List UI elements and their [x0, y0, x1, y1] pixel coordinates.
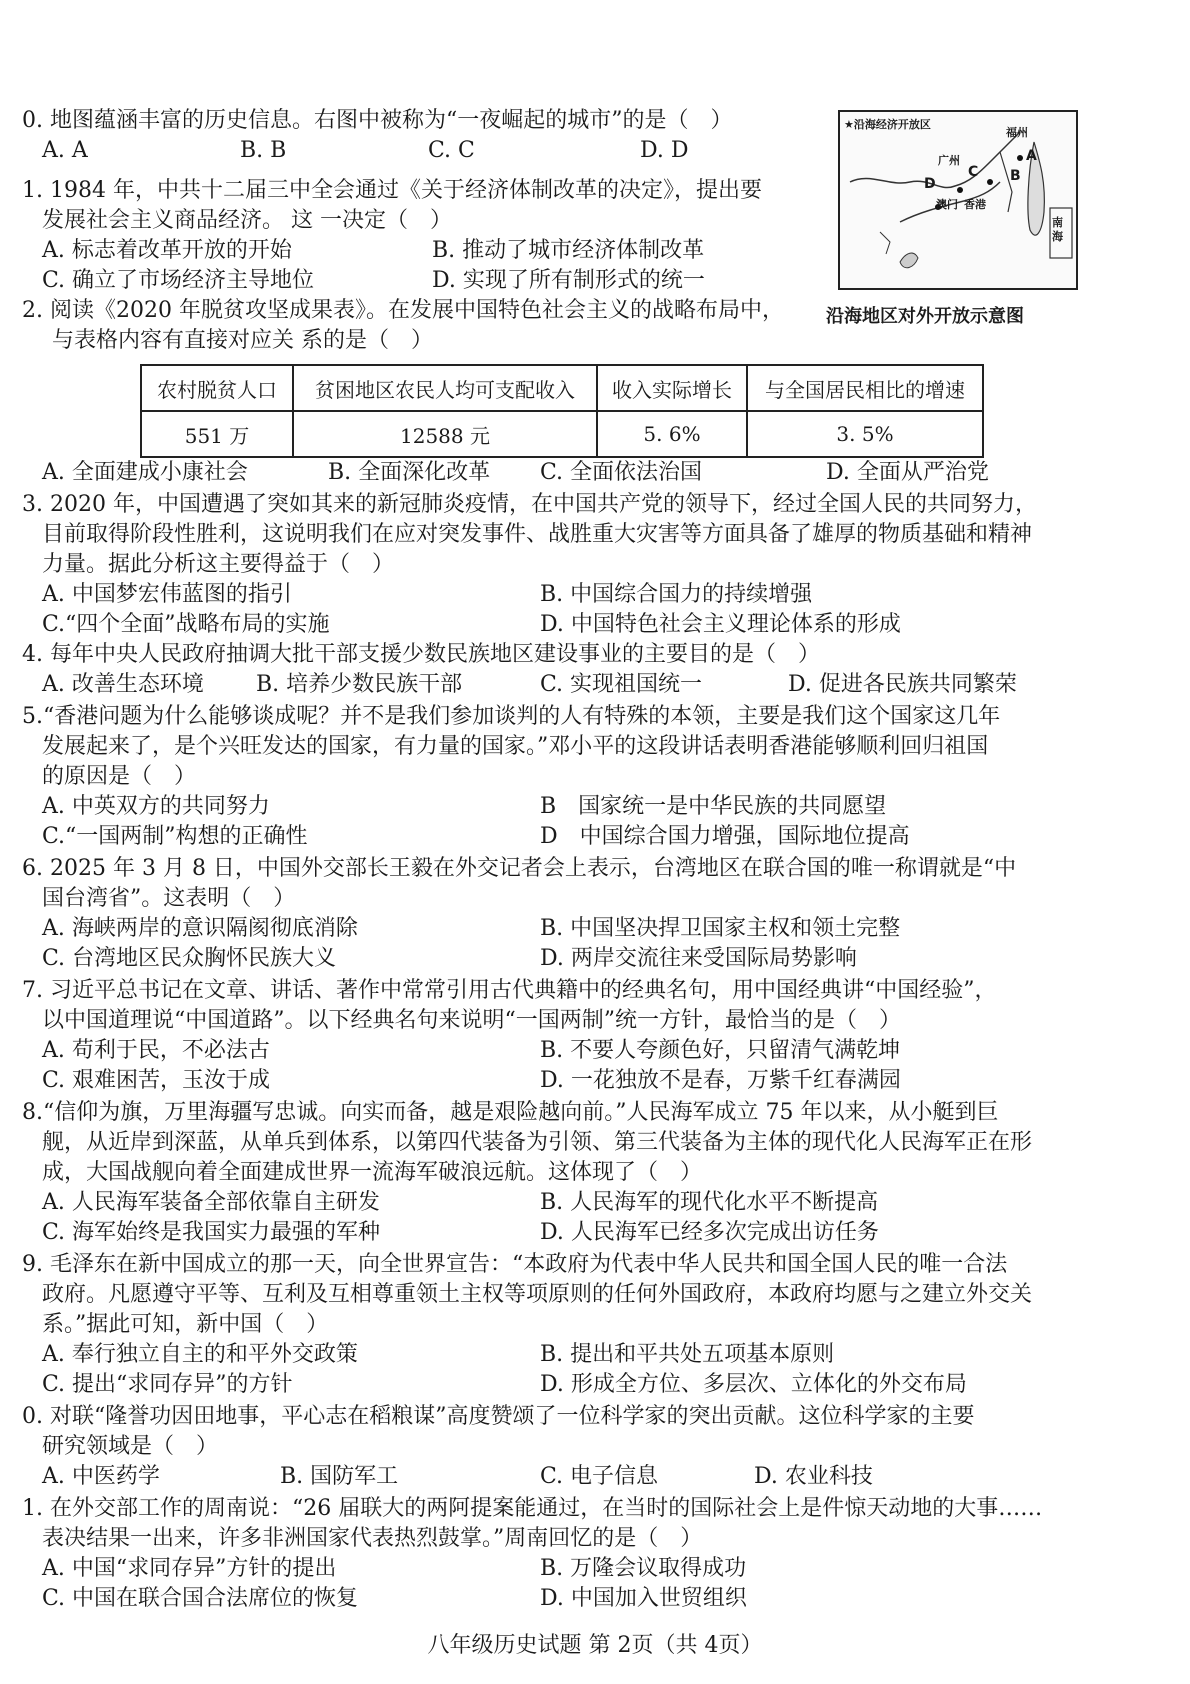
option-b: B. 不要人夸颜色好，只留清气满乾坤: [540, 1038, 901, 1063]
option-b: B. 培养少数民族干部: [256, 672, 463, 697]
table-row: [141, 411, 983, 457]
question-17-stem-line-2: 以中国道理说“中国道路”。以下经典名句来说明“一国两制”统一方针，最恰当的是（ ）: [42, 1008, 901, 1033]
option-c: C. 提出“求同存异”的方针: [42, 1372, 293, 1397]
table-header: 收入实际增长: [597, 365, 747, 411]
map-label-guangzhou: 广州: [938, 154, 960, 167]
map-label-c: C: [968, 164, 979, 180]
option-d: D. 促进各民族共同繁荣: [788, 672, 1017, 697]
table-cell: 12588 元: [293, 411, 597, 457]
option-d: D. 农业科技: [754, 1464, 873, 1489]
option-d: D. 一花独放不是春，万紫千红春满园: [540, 1068, 901, 1093]
question-12-stem-line-2: 与表格内容有直接对应关 系的是（ ）: [52, 328, 433, 353]
option-c: C. 台湾地区民众胸怀民族大义: [42, 946, 337, 971]
option-a: A. A: [42, 138, 88, 163]
map-title: ★沿海经济开放区: [844, 118, 931, 131]
question-11-stem-line-2: 发展社会主义商品经济。 这 一决定（ ）: [42, 208, 452, 233]
coastal-map-figure: [838, 110, 1078, 290]
option-a: A. 中国梦宏伟蓝图的指引: [42, 582, 292, 607]
map-label-south-sea: 南海: [1052, 216, 1063, 243]
question-17-stem-line-1: 7. 习近平总书记在文章、讲话、著作中常常引用古代典籍中的经典名句，用中国经典讲“中国经验”，: [22, 978, 997, 1003]
option-a: A. 中医药学: [42, 1464, 160, 1489]
question-21-stem-line-2: 表决结果一出来，许多非洲国家代表热烈鼓掌。”周南回忆的是（ ）: [42, 1526, 703, 1551]
option-c: C. 海军始终是我国实力最强的军种: [42, 1220, 381, 1245]
question-15-stem-line-1: 5.“香港问题为什么能够谈成呢？并不是我们参加谈判的人有特殊的本领，主要是我们这个国家这几年: [22, 704, 1001, 729]
option-b: B. 万隆会议取得成功: [540, 1556, 747, 1581]
map-label-fuzhou: 福州: [1006, 126, 1028, 139]
option-a: A. 海峡两岸的意识隔阂彻底消除: [42, 916, 358, 941]
option-b: B. 中国坚决捍卫国家主权和领土完整: [540, 916, 901, 941]
page-footer: 八年级历史试题 第 2页（共 4页）: [427, 1633, 763, 1658]
option-d: D. 形成全方位、多层次、立体化的外交布局: [540, 1372, 967, 1397]
table-header-row: [141, 365, 983, 411]
question-18-stem-line-1: 8.“信仰为旗，万里海疆写忠诚。向实而备，越是艰险越向前。”人民海军成立 75 年以来，从小艇到巨: [22, 1100, 999, 1125]
option-b: B. 国防军工: [280, 1464, 399, 1489]
option-c: C. 中国在联合国合法席位的恢复: [42, 1586, 359, 1611]
option-d: D. 人民海军已经多次完成出访任务: [540, 1220, 879, 1245]
option-a: A. 中国“求同存异”方针的提出: [42, 1556, 337, 1581]
question-12-stem-line-1: 2. 阅读《2020 年脱贫攻坚成果表》。在发展中国特色社会主义的战略布局中，: [22, 298, 784, 323]
option-b: B. 推动了城市经济体制改革: [432, 238, 705, 263]
option-c: C. 全面依法治国: [540, 460, 703, 485]
option-d: D 中国综合国力增强，国际地位提高: [540, 824, 910, 849]
option-d: D. D: [640, 138, 689, 163]
table-header: 与全国居民相比的增速: [747, 365, 983, 411]
question-19-stem-line-2: 政府。凡愿遵守平等、互利及互相尊重领土主权等项原则的任何外国政府，本政府均愿与之建立外交关: [42, 1282, 1033, 1307]
table-cell: 5. 6%: [597, 411, 747, 457]
option-b: B 国家统一是中华民族的共同愿望: [540, 794, 887, 819]
option-c: C. 电子信息: [540, 1464, 659, 1489]
option-d: D. 全面从严治党: [826, 460, 989, 485]
option-a: A. 标志着改革开放的开始: [42, 238, 292, 263]
question-15-stem-line-2: 发展起来了，是个兴旺发达的国家，有力量的国家。”邓小平的这段讲话表明香港能够顺利回归祖国: [42, 734, 989, 759]
poverty-results-table: [140, 364, 984, 458]
question-18-stem-line-3: 成，大国战舰向着全面建成世界一流海军破浪远航。这体现了（ ）: [42, 1160, 703, 1185]
option-b: B. B: [240, 138, 287, 163]
option-d: D. 中国加入世贸组织: [540, 1586, 747, 1611]
table-header: 贫困地区农民人均可支配收入: [293, 365, 597, 411]
question-21-stem-line-1: 1. 在外交部工作的周南说：“26 届联大的两阿提案能通过，在当时的国际社会上是件惊天动地的大事……: [22, 1496, 1043, 1521]
map-label-macau: 澳门: [936, 198, 958, 211]
option-a: A. 中英双方的共同努力: [42, 794, 270, 819]
option-a: A. 苟利于民，不必法古: [42, 1038, 270, 1063]
question-14-stem: 4. 每年中央人民政府抽调大批干部支援少数民族地区建设事业的主要目的是（ ）: [22, 642, 820, 667]
question-18-stem-line-2: 舰，从近岸到深蓝，从单兵到体系，以第四代装备为引领、第三代装备为主体的现代化人民海军正在形: [42, 1130, 1033, 1155]
option-d: D. 实现了所有制形式的统一: [432, 268, 705, 293]
question-16-stem-line-2: 国台湾省”。这表明（ ）: [42, 886, 296, 911]
option-b: B. 提出和平共处五项基本原则: [540, 1342, 835, 1367]
question-20-stem-line-1: 0. 对联“隆誉功因田地事，平心志在稻粮谋”高度赞颂了一位科学家的突出贡献。这位科学家的主要: [22, 1404, 975, 1429]
map-label-d: D: [924, 176, 936, 192]
table-header: 农村脱贫人口: [141, 365, 293, 411]
question-10-stem: 0. 地图蕴涵丰富的历史信息。右图中被称为“一夜崛起的城市”的是（ ）: [22, 108, 733, 133]
option-c: C. 实现祖国统一: [540, 672, 703, 697]
option-b: B. 中国综合国力的持续增强: [540, 582, 813, 607]
option-c: C. C: [428, 138, 475, 163]
question-11-stem-line-1: 1. 1984 年，中共十二届三中全会通过《关于经济体制改革的决定》，提出要: [22, 178, 762, 203]
map-label-b: B: [1010, 168, 1021, 184]
map-caption: 沿海地区对外开放示意图: [826, 306, 1024, 327]
table-cell: 3. 5%: [747, 411, 983, 457]
map-label-a: A: [1026, 148, 1037, 164]
option-a: A. 奉行独立自主的和平外交政策: [42, 1342, 358, 1367]
option-c: C.“四个全面”战略布局的实施: [42, 612, 330, 637]
option-d: D. 两岸交流往来受国际局势影响: [540, 946, 857, 971]
question-20-stem-line-2: 研究领域是（ ）: [42, 1434, 219, 1459]
question-13-stem-line-2: 目前取得阶段性胜利，这说明我们在应对突发事件、战胜重大灾害等方面具备了雄厚的物质基础和精神: [42, 522, 1033, 547]
table-cell: 551 万: [141, 411, 293, 457]
map-drawing: [840, 112, 1076, 288]
option-c: C.“一国两制”构想的正确性: [42, 824, 308, 849]
option-c: C. 艰难困苦，玉汝于成: [42, 1068, 271, 1093]
question-13-stem-line-1: 3. 2020 年，中国遭遇了突如其来的新冠肺炎疫情，在中国共产党的领导下，经过全国人民的共同努力，: [22, 492, 1037, 517]
question-16-stem-line-1: 6. 2025 年 3 月 8 日，中国外交部长王毅在外交记者会上表示，台湾地区在联合国的唯一称谓就是“中: [22, 856, 1017, 881]
question-19-stem-line-3: 系。”据此可知，新中国（ ）: [42, 1312, 329, 1337]
option-a: A. 改善生态环境: [42, 672, 204, 697]
option-d: D. 中国特色社会主义理论体系的形成: [540, 612, 901, 637]
option-b: B. 全面深化改革: [328, 460, 491, 485]
question-19-stem-line-1: 9. 毛泽东在新中国成立的那一天，向全世界宣告：“本政府为代表中华人民共和国全国人民的唯一合法: [22, 1252, 1008, 1277]
option-a: A. 全面建成小康社会: [42, 460, 248, 485]
option-a: A. 人民海军装备全部依靠自主研发: [42, 1190, 380, 1215]
map-label-hongkong: 香港: [964, 198, 986, 211]
option-b: B. 人民海军的现代化水平不断提高: [540, 1190, 879, 1215]
option-c: C. 确立了市场经济主导地位: [42, 268, 315, 293]
question-15-stem-line-3: 的原因是（ ）: [42, 764, 197, 789]
question-13-stem-line-3: 力量。据此分析这主要得益于（ ）: [42, 552, 395, 577]
